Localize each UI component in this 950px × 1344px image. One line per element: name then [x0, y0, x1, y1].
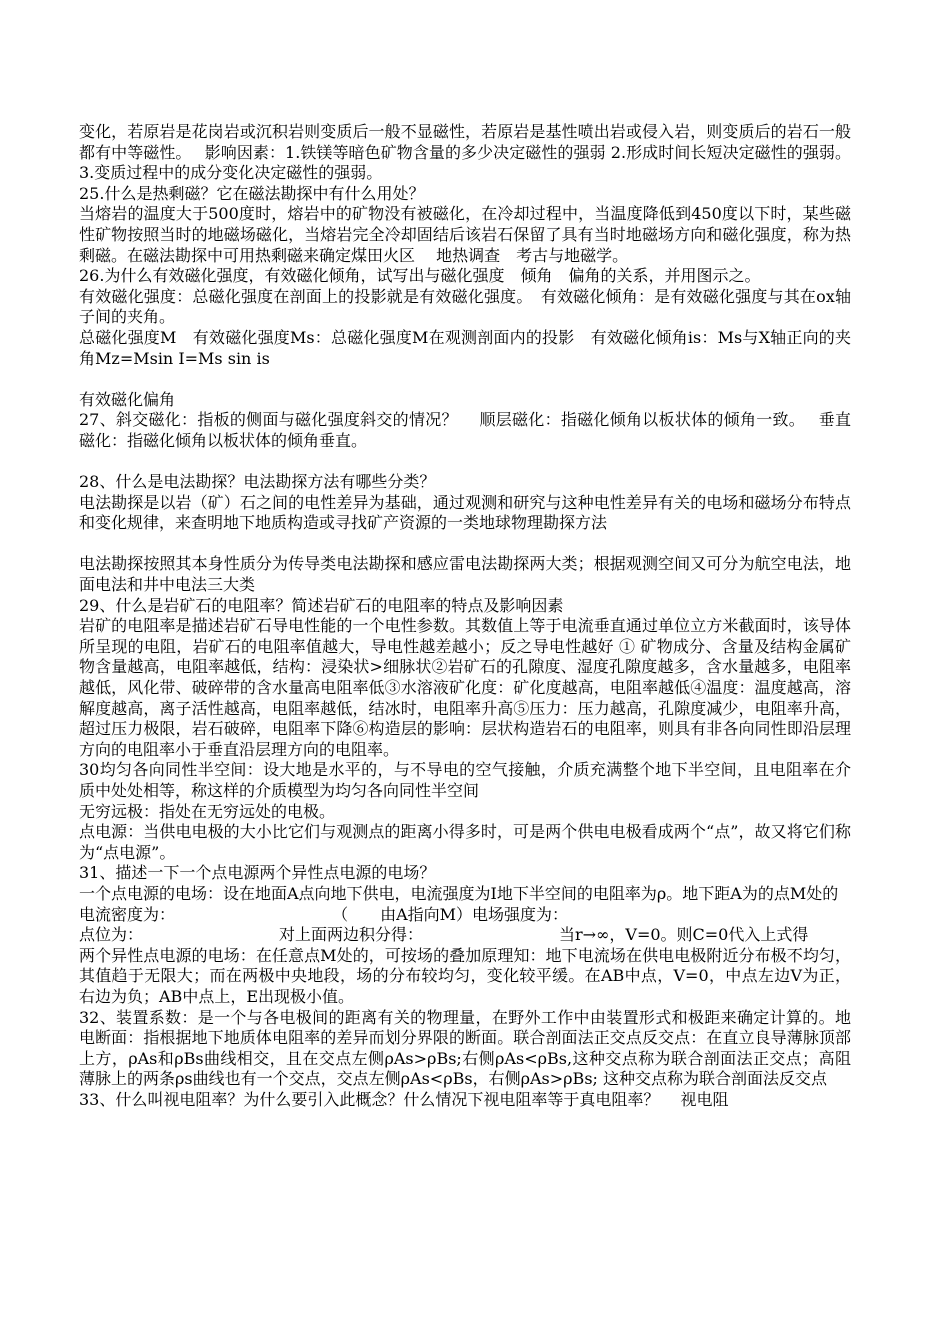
- question-29: 29、什么是岩矿石的电阻率？简述岩矿石的电阻率的特点及影响因素: [79, 595, 564, 615]
- definition-point-source: 点电源：当供电电极的大小比它们与观测点的距离小得多时，可是两个供电电极看成两个“点”，故又将它们称为“点电源”。: [79, 822, 851, 862]
- answer-31-two-sources: 两个异性点电源的电场：在任意点M处的，可按场的叠加原理知：地下电流场在供电电极附近分布极不均匀，其值趋于无限大；而在两极中央地段，场的分布较均匀，变化较平缓。在AB中点，V=0，中点左边V为正，右边为负；AB中点上，E出现极小值。: [79, 945, 851, 1006]
- question-26: 26.为什么有效磁化强度，有效磁化倾角，试写出与磁化强度 倾角 偏角的关系，并用图示之。: [79, 266, 761, 286]
- paragraph-metamorphic-magnetism: 变化，若原岩是花岗岩或沉积岩则变质后一般不显磁性，若原岩是基性喷出岩或侵入岩，则变质后的岩石一般都有中等磁性。 影响因素：1.铁镁等暗色矿物含量的多少决定磁性的强弱 2.形成时间长短决定磁性的强弱。3.变质过程中的成分变化决定磁性的强弱。: [79, 122, 851, 183]
- answer-26-declination: 有效磁化偏角: [79, 389, 176, 409]
- definition-32: 32、装置系数：是一个与各电极间的距离有关的物理量，在野外工作中由装置形式和极距来确定计算的。地电断面：指根据地下地质体电阻率的差异而划分界限的断面。联合剖面法正交点反交点：在直立良导薄脉顶部上方，ρAs和ρBs曲线相交，且在交点左侧ρAs>ρBs;右侧ρAs<ρBs,这种交点称为联合剖面法正交点；高阻薄脉上的两条ρs曲线也有一个交点，交点左侧ρAs<ρBs，右侧ρAs>ρBs; 这种交点称为联合剖面法反交点: [79, 1007, 851, 1089]
- question-25: 25.什么是热剩磁？它在磁法勘探中有什么用处？: [79, 183, 425, 203]
- question-27: 27、斜交磁化：指板的侧面与磁化强度斜交的情况？ 顺层磁化：指磁化倾角以板状体的倾角一致。 垂直磁化：指磁化倾角以板状体的倾角垂直。: [79, 410, 851, 450]
- question-28: 28、什么是电法勘探？电法勘探方法有哪些分类？: [79, 472, 436, 492]
- answer-31-current-density: 电流密度为： （ 由A指向M）电场强度为：: [79, 904, 569, 924]
- blank-line: [79, 534, 851, 555]
- answer-31-single-source: 一个点电源的电场：设在地面A点向地下供电，电流强度为I地下半空间的电阻率为ρ。地下距A为的点M处的: [79, 883, 839, 903]
- answer-29: 岩矿的电阻率是描述岩矿石导电性能的一个电性参数。其数值上等于电流垂直通过单位立方米截面时，该导体所呈现的电阻，岩矿石的电阻率值越大，导电性越差越小；反之导电性越好 ① 矿物成分、含量及结构金属矿物含量越高，电阻率越低，结构：浸染状>细脉状②岩矿石的孔隙度、湿度孔隙度越多，含水量越多，电阻率越低，风化带、破碎带的含水量高电阻率低③水溶液矿化度：矿化度越高，电阻率越低④温度：温度越高，溶解度越高，离子活性越高，电阻率越低，结冰时，电阻率升高⑤压力：压力越高，孔隙度减少，电阻率升高，超过压力极限，岩石破碎，电阻率下降⑥构造层的影响：层状构造岩石的电阻率，则具有非各向同性即沿层理方向的电阻率小于垂直沿层理方向的电阻率。: [79, 616, 851, 759]
- question-31: 31、描述一下一个点电源两个异性点电源的电场？: [79, 863, 436, 883]
- answer-25: 当熔岩的温度大于500度时，熔岩中的矿物没有被磁化，在冷却过程中，当温度降低到450度以下时，某些磁性矿物按照当时的地磁场磁化，当熔岩完全冷却固结后该岩石保留了具有当时地磁场方向和磁化强度，称为热剩磁。在磁法勘探中可用热剩磁来确定煤田火区 地热调查 考古与地磁学。: [79, 204, 851, 265]
- answer-28-definition: 电法勘探是以岩（矿）石之间的电性差异为基础，通过观测和研究与这种电性差异有关的电场和磁场分布特点和变化规律，来查明地下地质构造或寻找矿产资源的一类地球物理勘探方法: [79, 492, 851, 533]
- definition-30-half-space: 30均匀各向同性半空间：设大地是水平的，与不导电的空气接触，介质充满整个地下半空间，且电阻率在介质中处处相等，称这样的介质模型为均匀各向同性半空间: [79, 760, 851, 800]
- answer-26-definition: 有效磁化强度：总磁化强度在剖面上的投影就是有效磁化强度。 有效磁化倾角：是有效磁化强度与其在ox轴子间的夹角。: [79, 286, 851, 327]
- question-33: 33、什么叫视电阻率？为什么要引入此概念？什么情况下视电阻率等于真电阻率？ 视电阻: [79, 1089, 729, 1109]
- blank-line: [79, 452, 851, 473]
- answer-31-potential: 点位为： 对上面两边积分得： 当r→∞，V=0。则C=0代入上式得: [79, 925, 809, 945]
- answer-26-formula: 总磁化强度M 有效磁化强度Ms：总磁化强度M在观测剖面内的投影 有效磁化倾角is：Ms与X轴正向的夹角Mz=Msin I=Ms sin is: [79, 327, 851, 368]
- definition-infinite-pole: 无穷远极：指处在无穷远处的电极。: [79, 801, 336, 821]
- document-page: [79, 122, 851, 1111]
- answer-28-classification: 电法勘探按照其本身性质分为传导类电法勘探和感应雷电法勘探两大类；根据观测空间又可分为航空电法，地面电法和井中电法三大类: [79, 554, 851, 595]
- blank-line: [79, 369, 851, 390]
